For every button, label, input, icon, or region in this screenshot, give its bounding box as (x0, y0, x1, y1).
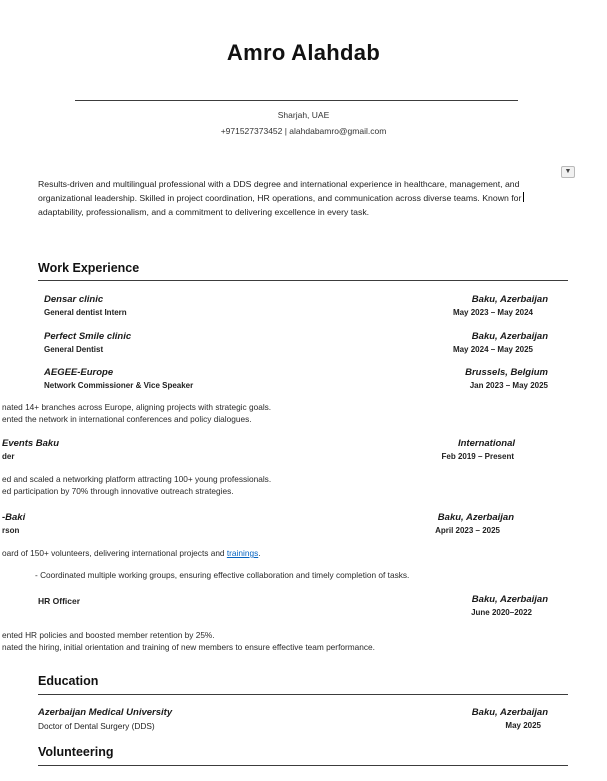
work-entry-bullet: ed participation by 70% through innovative outreach strategies. (2, 486, 234, 496)
work-entry-location: International (457, 438, 515, 449)
education-school: Azerbaijan Medical University (38, 707, 173, 718)
work-entry-dates: May 2023 – May 2024 (452, 308, 533, 317)
work-entry-company: Densar clinic (44, 294, 104, 305)
text-cursor (523, 192, 524, 202)
education-dates: May 2025 (505, 721, 541, 730)
work-entry-dates: Jan 2023 – May 2025 (469, 381, 548, 390)
work-entry-bullet: ed and scaled a networking platform attracting 100+ young professionals. (2, 474, 272, 484)
header-location: Sharjah, UAE (277, 110, 330, 120)
work-entry-dates: April 2023 – 2025 (435, 526, 500, 535)
education-location: Baku, Azerbaijan (471, 707, 548, 718)
work-entry-bullet: ented the network in international conferences and policy dialogues. (2, 414, 252, 424)
header-contact: +971527373452 | alahdabamro@gmail.com (220, 126, 387, 136)
page-title: Amro Alahdab (226, 40, 381, 65)
work-entry-role: General Dentist (44, 345, 104, 354)
collapse-chevron-icon[interactable]: ▼ (561, 166, 575, 178)
section-heading-volunteering: Volunteering (38, 745, 114, 759)
summary-paragraph (38, 177, 524, 219)
trainings-link[interactable]: trainings (226, 548, 259, 558)
work-entry-role: HR Officer (38, 596, 81, 606)
work-entry-role: rson (2, 526, 20, 535)
education-section-divider (38, 694, 568, 695)
work-entry-role: Network Commissioner & Vice Speaker (44, 381, 194, 390)
work-entry-location: Brussels, Belgium (465, 367, 548, 378)
volunteering-section-divider (38, 765, 568, 766)
work-entry-company: -Baki (2, 512, 26, 523)
work-entry-company: Events Baku (2, 438, 60, 449)
work-entry-dates: May 2024 – May 2025 (452, 345, 533, 354)
work-entry-location: Baku, Azerbaijan (437, 512, 514, 523)
work-entry-dates: June 2020–2022 (471, 608, 532, 617)
section-heading-work-experience: Work Experience (38, 261, 140, 275)
work-section-divider (38, 280, 568, 281)
section-heading-education: Education (38, 674, 99, 688)
work-entry-company: Perfect Smile clinic (44, 331, 132, 342)
work-entry-location: Baku, Azerbaijan (471, 594, 548, 605)
work-entry-bullet: oard of 150+ volunteers, delivering international projects and trainings. (2, 548, 261, 558)
summary-line: organizational leadership. Skilled in project coordination, HR operations, and communication across diverse teams. Known for (38, 191, 524, 205)
header-divider (75, 100, 518, 101)
work-entry-location: Baku, Azerbaijan (471, 294, 548, 305)
work-entry-role: General dentist Intern (44, 308, 127, 317)
work-entry-bullet: - Coordinated multiple working groups, ensuring effective collaboration and timely completion of tasks. (35, 570, 410, 580)
work-entry-bullet: nated 14+ branches across Europe, aligning projects with strategic goals. (2, 402, 272, 412)
work-entry-bullet: ented HR policies and boosted member retention by 25%. (2, 630, 215, 640)
work-entry-company: AEGEE-Europe (44, 367, 114, 378)
work-entry-bullet: nated the hiring, initial orientation and training of new members to ensure effective team performance. (2, 642, 375, 652)
work-entry-dates: Feb 2019 – Present (441, 452, 514, 461)
work-entry-role: der (2, 452, 15, 461)
work-entry-location: Baku, Azerbaijan (471, 331, 548, 342)
summary-line: adaptability, professionalism, and a commitment to delivering excellence in every task. (38, 207, 370, 217)
summary-line: Results-driven and multilingual professional with a DDS degree and international experience in healthcare, management, and (38, 179, 520, 189)
education-degree: Doctor of Dental Surgery (DDS) (38, 721, 155, 731)
